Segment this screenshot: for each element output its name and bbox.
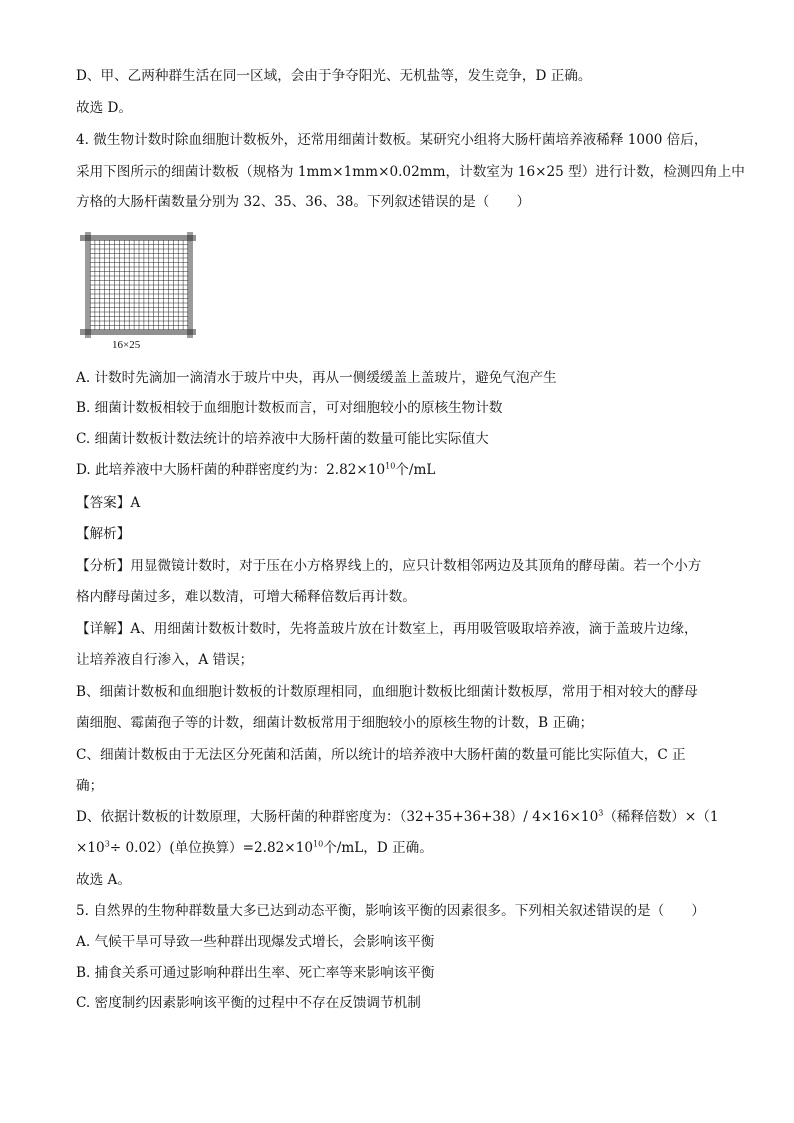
conclusion-line: 故选 A。 [76,872,131,888]
detail-text: 让培养液自行渗入，A 错误； [76,652,254,668]
detail-text-formula: D、依据计数板的计数原理，大肠杆菌的种群密度为：（32+35+36+38）/ $4\times 16\times 10^3$（稀释倍数）×（1 [76,808,719,825]
question-5-option-c: C. 密度制约因素影响该平衡的过程中不存在反馈调节机制 [76,995,421,1011]
detail-text: 确； [76,778,104,794]
question-4-stem: 采用下图所示的细菌计数板（规格为 1mm×1mm×0.02mm，计数室为 16×25 型）进行计数，检测四角上中 [76,164,745,180]
answer-line: 【答案】A [76,495,141,511]
figure-caption: 16×25 [112,339,141,351]
detail-text: C、细菌计数板由于无法区分死菌和活菌，所以统计的培养液中大肠杆菌的数量可能比实际值大，C 正 [76,747,686,763]
question-5-option-b: B. 捕食关系可通过影响种群出生率、死亡率等来影响该平衡 [76,965,435,981]
text-line: D、甲、乙两种群生活在同一区域，会由于争夺阳光、无机盐等，发生竞争，D 正确。 [76,68,592,84]
analysis-text: 格内酵母菌过多，难以数清，可增大稀释倍数后再计数。 [76,589,416,605]
detail-text: 菌细胞、霉菌孢子等的计数，细菌计数板常用于细胞较小的原核生物的计数，B 正确； [76,715,594,731]
analysis-heading: 【解析】 [76,526,131,542]
option-c: C. 细菌计数板计数法统计的培养液中大肠杆菌的数量可能比实际值大 [76,431,489,447]
question-4-stem: 方格的大肠杆菌数量分别为 32、35、36、38。下列叙述错误的是（ ） [76,194,531,210]
question-4-stem: 4. 微生物计数时除血细胞计数板外，还常用细菌计数板。某研究小组将大肠杆菌培养液稀释 1000 倍后， [76,132,708,148]
detail-text: B、细菌计数板和血细胞计数板的计数原理相同，血细胞计数板比细菌计数板厚，常用于相对较大的酵母 [76,684,698,700]
question-5-option-a: A. 气候干旱可导致一些种群出现爆发式增长，会影响该平衡 [76,934,435,950]
detail-text: 【详解】A、用细菌计数板计数时，先将盖玻片放在计数室上，再用吸管吸取培养液，滴于盖玻片边缘， [76,621,698,637]
analysis-text: 【分析】用显微镜计数时，对于压在小方格界线上的，应只计数相邻两边及其顶角的酵母菌。若一个小方 [76,558,702,574]
option-b: B. 细菌计数板相较于血细胞计数板而言，可对细胞较小的原核生物计数 [76,400,503,416]
detail-text-formula: $\times 10^3\div 0.02$）(单位换算）$=2.82\times 10^{10}$个/mL，D 正确。 [76,839,433,856]
option-d: D. 此培养液中大肠杆菌的种群密度约为：$2.82\times 10^{10}$个/mL [76,461,436,478]
option-a: A. 计数时先滴加一滴清水于玻片中央，再从一侧缓缓盖上盖玻片，避免气泡产生 [76,370,557,386]
text-line: 故选 D。 [76,100,133,116]
bacterial-counting-chamber-figure [78,230,196,354]
question-5-stem: 5. 自然界的生物种群数量大多已达到动态平衡，影响该平衡的因素很多。下列相关叙述错误的是（ ） [76,903,706,919]
